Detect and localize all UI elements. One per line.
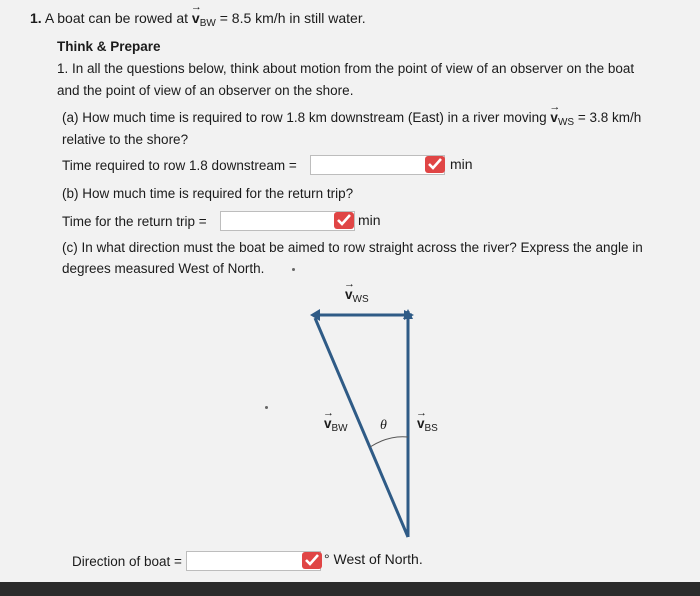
theta-arc <box>370 437 408 447</box>
problem-number: 1. <box>30 10 42 26</box>
instructions-line-1: 1. In all the questions below, think about motion from the point of view of an observer on the boat <box>57 61 635 76</box>
vbw-subscript: BW <box>199 18 216 29</box>
part-b-question: (b) How much time is required for the return trip? <box>62 186 354 201</box>
vbs-label: → $v_{BS}$ <box>417 416 438 434</box>
part-c-question-line-2: degrees measured West of North. <box>62 261 265 276</box>
part-a-question-prefix: (a) How much time is required to row 1.8 km downstream (East) in a river moving <box>62 110 547 125</box>
part-c-label: Direction of boat = <box>72 554 182 569</box>
part-a-unit: min <box>450 156 473 172</box>
part-c-question-line-1: (c) In what direction must the boat be aimed to row straight across the river? Express the angle in <box>62 240 643 255</box>
intro-suffix: = 8.5 km/h in still water. <box>219 10 366 26</box>
part-c-answer-input[interactable] <box>186 551 321 571</box>
part-b-unit: min <box>358 212 381 228</box>
intro-prefix: A boat can be rowed at <box>44 10 189 26</box>
part-a-label: Time required to row 1.8 downstream = <box>62 158 297 173</box>
part-b-label: Time for the return trip = <box>62 214 207 229</box>
theta-label: θ <box>380 418 387 433</box>
vbw-label: → $v_{BW}$ <box>324 416 348 434</box>
vws-vector-symbol: → v <box>550 110 558 125</box>
think-prepare-heading: Think & Prepare <box>57 39 161 54</box>
part-c-unit: ° West of North. <box>324 551 423 567</box>
part-a-question-line-2: relative to the shore? <box>62 132 189 147</box>
vbw-vector-symbol: → v <box>192 10 200 26</box>
check-icon <box>302 552 322 569</box>
bottom-bar <box>0 582 700 596</box>
part-a-question-suffix: = 3.8 km/h <box>577 110 642 125</box>
vws-subscript: WS <box>557 117 575 128</box>
instructions-line-2: and the point of view of an observer on the shore. <box>57 83 354 98</box>
vws-label: → $v_{WS}$ <box>345 287 369 305</box>
